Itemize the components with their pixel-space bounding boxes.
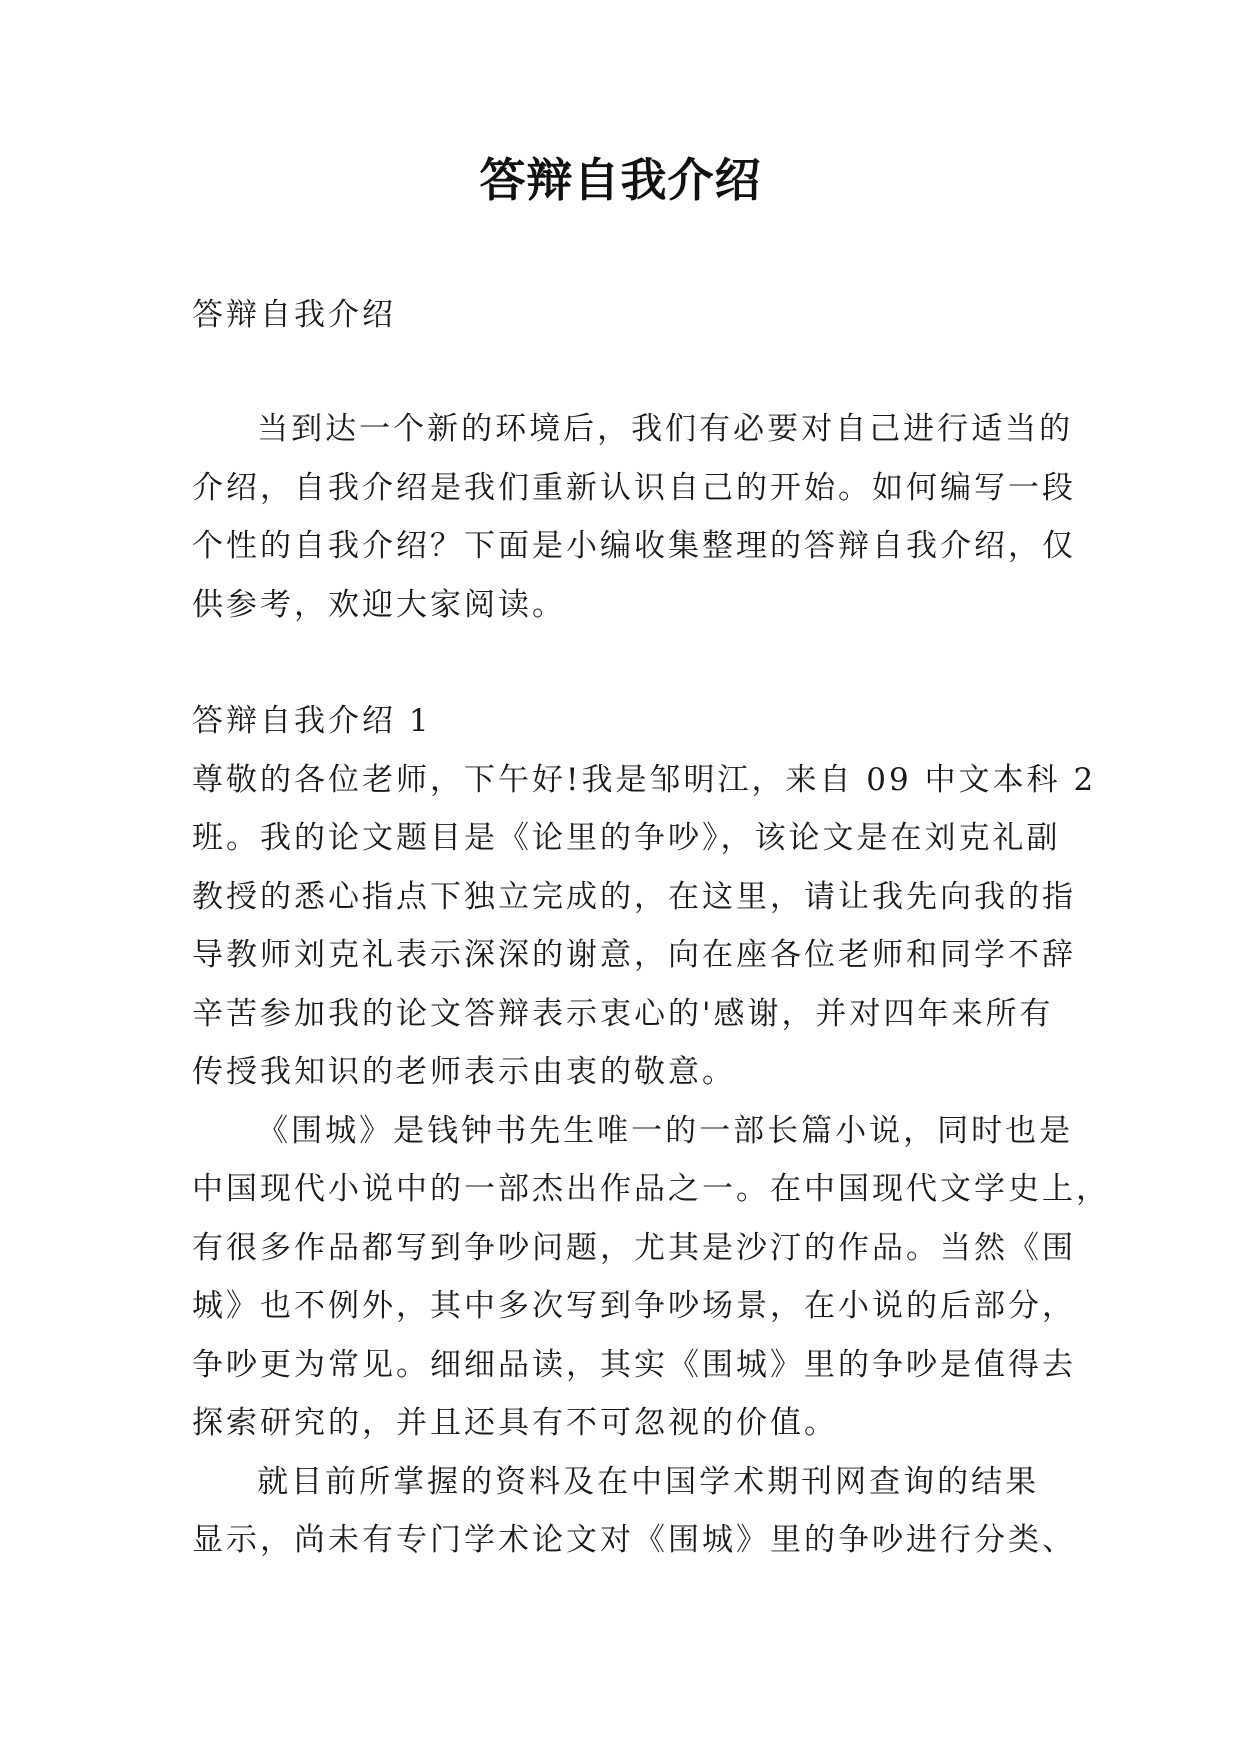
- section-heading: 答辩自我介绍 1: [192, 703, 432, 739]
- paragraph-line: 传授我知识的老师表示由衷的敬意。: [192, 1054, 736, 1090]
- paragraph-line: 辛苦参加我的论文答辩表示衷心的'感谢，并对四年来所有: [192, 995, 1054, 1032]
- intro-line: 个性的自我介绍？下面是小编收集整理的答辩自我介绍，仅: [192, 528, 1076, 564]
- paragraph-line: 中国现代小说中的一部杰出作品之一。在中国现代文学史上，: [192, 1171, 1110, 1207]
- subtitle-text: 答辩自我介绍: [192, 297, 396, 333]
- paragraph-line: 探索研究的，并且还具有不可忽视的价值。: [192, 1405, 838, 1441]
- paragraph-line: 《围城》是钱钟书先生唯一的一部长篇小说，同时也是: [257, 1112, 1074, 1149]
- paragraph-line: 班。我的论文题目是《论里的争吵》，该论文是在刘克礼副: [192, 820, 1061, 856]
- paragraph-line: 显示，尚未有专门学术论文对《围城》里的争吵进行分类、: [192, 1522, 1076, 1558]
- intro-paragraph: [192, 400, 1076, 634]
- intro-line: 介绍，自我介绍是我们重新认识自己的开始。如何编写一段: [192, 469, 1076, 506]
- section-1: [192, 692, 1110, 1570]
- weicheng-paragraph: [192, 1102, 1110, 1453]
- paragraph-line: 城》也不例外，其中多次写到争吵场景，在小说的后部分，: [192, 1288, 1076, 1324]
- paragraph-line: 尊敬的各位老师，下午好!我是邹明江，来自 09 中文本科 2: [192, 761, 1097, 798]
- document-title: 答辩自我介绍: [479, 153, 762, 207]
- paragraph-line: 就目前所掌握的资料及在中国学术期刊网查询的结果: [257, 1463, 1040, 1500]
- document-subtitle: [192, 286, 1050, 345]
- paragraph-line: 争吵更为常见。细细品读，其实《围城》里的争吵是值得去: [192, 1346, 1076, 1383]
- greeting-paragraph: [192, 751, 1097, 1102]
- paragraph-line: 导教师刘克礼表示深深的谢意，向在座各位老师和同学不辞: [192, 937, 1076, 973]
- paragraph-line: 教授的悉心指点下独立完成的，在这里，请让我先向我的指: [192, 878, 1076, 915]
- research-paragraph: [192, 1453, 1076, 1570]
- intro-line: 当到达一个新的环境后，我们有必要对自己进行适当的: [257, 411, 1074, 447]
- intro-line: 供参考，欢迎大家阅读。: [192, 586, 566, 623]
- paragraph-line: 有很多作品都写到争吵问题，尤其是沙汀的作品。当然《围: [192, 1229, 1076, 1266]
